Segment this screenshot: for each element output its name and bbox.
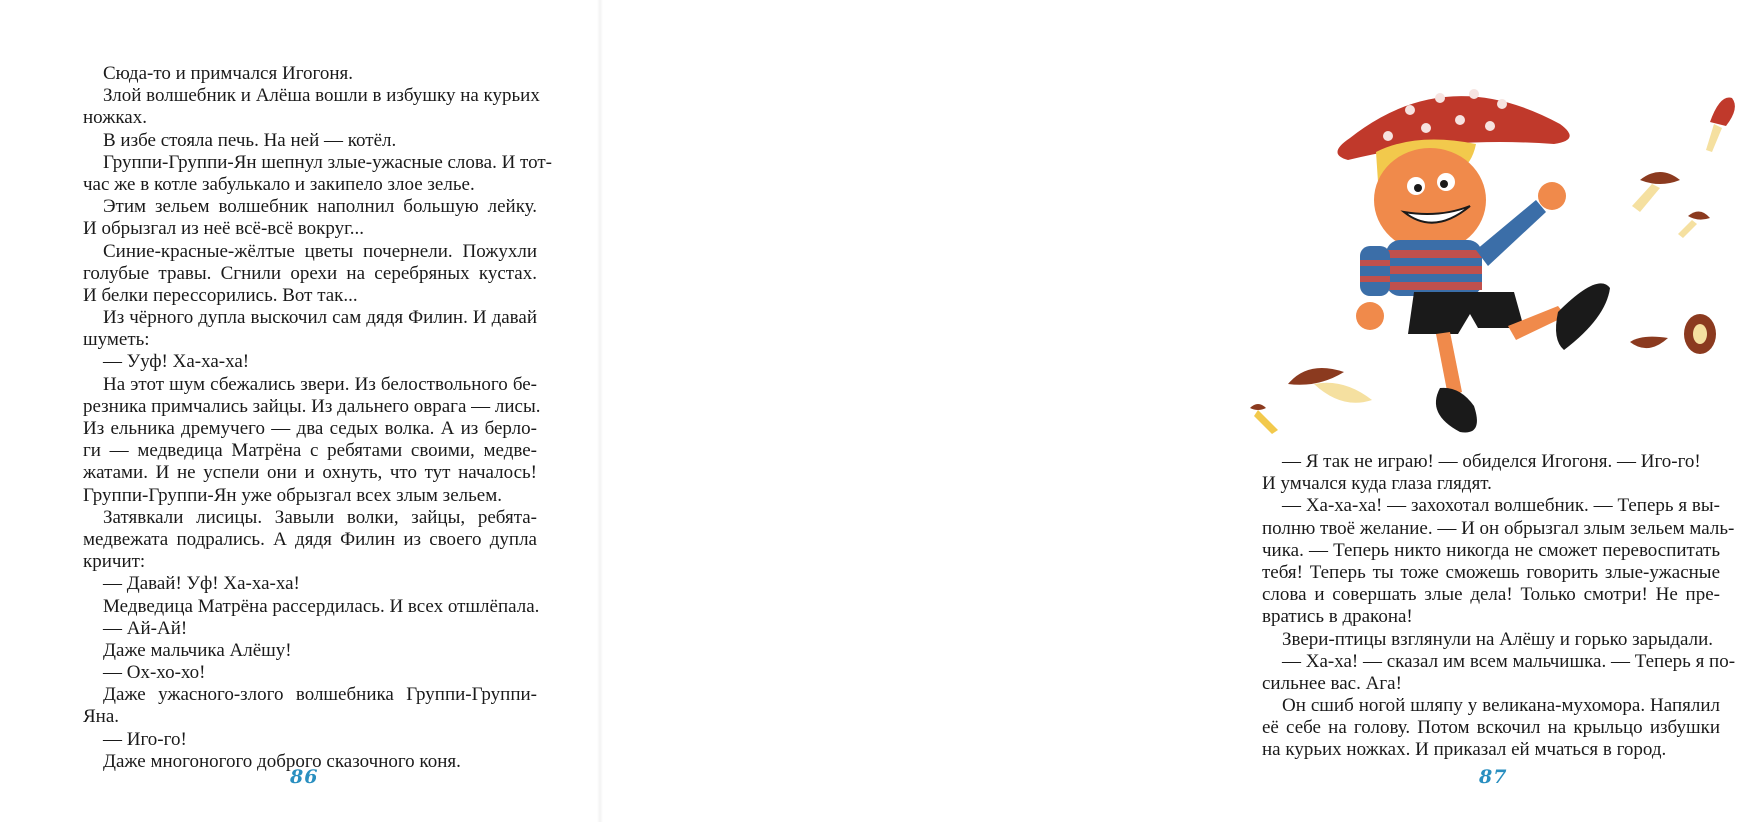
text-line: Звери-птицы взглянули на Алёшу и горько зарыдали.: [1282, 628, 1714, 650]
right-page-text: [1262, 451, 1736, 762]
flying-mushroom: [1630, 337, 1668, 348]
leg: [1436, 332, 1462, 396]
text-line: резника примчались зайцы. Из дальнего оврага — лисы.: [83, 395, 541, 417]
text-line: Из ельника дремучего — два седых волка. А из берло-: [83, 418, 537, 439]
flying-mushroom: [1632, 172, 1680, 212]
boy-mushroom-illustration: [1240, 80, 1760, 440]
text-line: Медведица Матрёна рассердилась. И всех отшлёпала.: [103, 595, 540, 617]
text-line: полню твоё желание. — И он обрызгал злым зельем маль-: [1262, 517, 1735, 539]
page-number-left: 86: [290, 766, 319, 788]
text-line: вратись в дракона!: [1262, 606, 1413, 628]
text-line: Группи-Группи-Ян шепнул злые-ужасные слова. И тот-: [103, 151, 552, 173]
text-line: — Иго-го!: [103, 728, 187, 750]
text-line: её себе на голову. Потом вскочил на крыльцо избушки: [1262, 717, 1720, 739]
text-line: чика. — Теперь никто никогда не сможет перевоспитать: [1262, 539, 1720, 561]
text-line: ножках.: [83, 107, 147, 129]
text-line: — Ха-ха! — сказал им всем мальчишка. — Теперь я по-: [1282, 650, 1736, 672]
text-line: Этим зельем волшебник наполнил большую лейку.: [103, 196, 537, 218]
shorts: [1408, 292, 1524, 334]
text-line: медвежата подрались. А дядя Филин из своего дупла: [83, 528, 537, 550]
text-line: Яна.: [83, 706, 120, 728]
text-line: Синие-красные-жёлтые цветы почернели. Пожухли: [103, 240, 537, 262]
text-line: Даже многоногого доброго сказочного коня.: [103, 750, 461, 772]
flying-mushroom: [1288, 368, 1372, 403]
text-line: — Ууф! Ха-ха-ха!: [103, 351, 250, 373]
shoe: [1556, 283, 1610, 350]
page-number-right: 87: [1479, 766, 1508, 788]
text-line: На этот шум сбежались звери. Из белоствольного бе-: [103, 373, 537, 395]
flying-mushroom: [1706, 98, 1735, 153]
text-line: шуметь:: [83, 329, 150, 351]
flying-mushroom: [1684, 314, 1716, 354]
text-line: кричит:: [83, 551, 146, 573]
text-line: Группи-Группи-Ян уже обрызгал всех злым зельем.: [83, 484, 502, 506]
text-line: ги — медведица Матрёна с ребятами своими, медве-: [83, 440, 537, 462]
flying-mushroom: [1250, 404, 1278, 434]
boy-head: [1374, 148, 1486, 252]
text-line: жатами. И не успели они и охнуть, что тут началось!: [83, 462, 537, 484]
text-line: Даже мальчика Алёшу!: [103, 639, 292, 661]
text-line: Сюда-то и примчался Игогоня.: [103, 63, 353, 84]
left-page-text: [83, 63, 552, 773]
text-line: — Я так не играю! — обиделся Игогоня. — Иго-го!: [1282, 451, 1701, 472]
flying-mushroom: [1678, 211, 1710, 238]
text-line: слова и совершать злые дела! Только смотри! Не пре-: [1262, 584, 1720, 606]
text-line: И обрызгал из неё всё-всё вокруг...: [83, 218, 364, 240]
text-line: И белки перессорились. Вот так...: [83, 284, 358, 306]
text-line: голубые травы. Сгнили орехи на серебряных кустах.: [83, 262, 537, 284]
text-line: Даже ужасного-злого волшебника Группи-Группи-: [103, 684, 537, 706]
left-page: [0, 0, 600, 822]
text-line: В избе стояла печь. На ней — котёл.: [103, 129, 397, 151]
text-line: Затявкали лисицы. Завыли волки, зайцы, ребята-: [103, 506, 537, 528]
right-page: [600, 0, 1736, 822]
shoe: [1436, 388, 1477, 433]
fist: [1538, 182, 1566, 210]
fist: [1356, 302, 1384, 330]
text-line: — Ох-хо-хо!: [103, 662, 206, 684]
text-line: тебя! Теперь ты тоже сможешь говорить злые-ужасные: [1262, 561, 1720, 583]
text-line: И умчался куда глаза глядят.: [1262, 473, 1492, 495]
text-line: Из чёрного дупла выскочил сам дядя Филин. И давай: [103, 307, 537, 329]
text-line: на курьих ножках. И приказал ей мчаться в город.: [1262, 739, 1667, 761]
text-line: час же в котле забулькало и закипело злое зелье.: [83, 173, 475, 195]
text-line: Злой волшебник и Алёша вошли в избушку на курьих: [103, 85, 540, 107]
text-line: — Ха-ха-ха! — захохотал волшебник. — Теперь я вы-: [1282, 495, 1720, 517]
text-line: — Давай! Уф! Ха-ха-ха!: [103, 573, 300, 595]
text-line: Он сшиб ногой шляпу у великана-мухомора. Напялил: [1282, 695, 1720, 717]
text-line: сильнее вас. Ага!: [1262, 672, 1402, 694]
text-line: — Ай-Ай!: [103, 617, 188, 639]
